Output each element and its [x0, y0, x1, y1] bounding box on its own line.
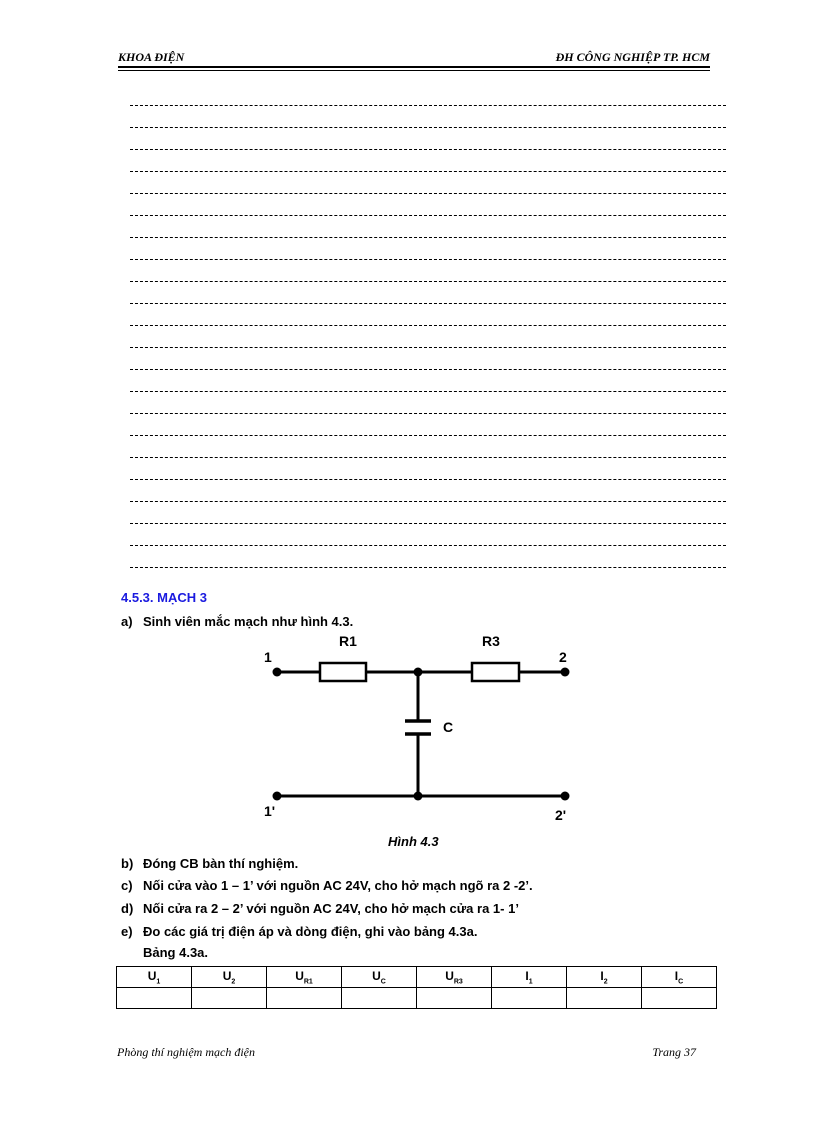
terminal-1 [273, 668, 282, 677]
value-cell [642, 988, 717, 1009]
answer-line [130, 84, 726, 106]
step-e [121, 924, 477, 939]
value-cell [192, 988, 267, 1009]
step-text: Nối cửa vào 1 – 1’ với nguồn AC 24V, cho hở mạch ngõ ra 2 -2’. [143, 878, 533, 893]
header-university: ĐH CÔNG NGHIỆP TP. HCM [555, 50, 710, 64]
header-rule-thin [118, 70, 710, 71]
answer-line [130, 546, 726, 568]
answer-line [130, 150, 726, 172]
answer-line [130, 260, 726, 282]
answer-line [130, 414, 726, 436]
step-c [121, 878, 533, 893]
node-label-1p: 1' [264, 803, 276, 819]
value-cell [567, 988, 642, 1009]
header-cell-ur3: $U_{R3}$ [417, 967, 492, 988]
measurement-table [116, 966, 717, 1009]
header-cell-u1: $U_1$ [117, 967, 192, 988]
value-cell [492, 988, 567, 1009]
answer-line [130, 436, 726, 458]
answer-line [130, 502, 726, 524]
answer-line [130, 370, 726, 392]
terminal-1p [273, 792, 282, 801]
header-cell-ur1: $U_{R1}$ [267, 967, 342, 988]
value-cell [417, 988, 492, 1009]
circuit-diagram [250, 630, 590, 825]
table-header-row [117, 967, 717, 988]
answer-line [130, 194, 726, 216]
resistor-r3 [472, 663, 519, 681]
page-header [118, 50, 710, 72]
step-b [121, 856, 298, 871]
answer-line [130, 392, 726, 414]
table-value-row [117, 988, 717, 1009]
header-cell-uc: $U_C$ [342, 967, 417, 988]
label-r1: R1 [339, 633, 357, 649]
label-r3: R3 [482, 633, 500, 649]
header-department: KHOA ĐIỆN [118, 50, 185, 64]
answer-line [130, 458, 726, 480]
header-cell-i1: $I_1$ [492, 967, 567, 988]
answer-line [130, 172, 726, 194]
step-a [121, 614, 353, 629]
step-label: e) [121, 924, 133, 939]
step-label: b) [121, 856, 134, 871]
step-label: a) [121, 614, 133, 629]
header-cell-u2: $U_2$ [192, 967, 267, 988]
answer-line [130, 106, 726, 128]
value-cell [342, 988, 417, 1009]
answer-lines [130, 84, 726, 568]
step-text: Sinh viên mắc mạch như hình 4.3. [143, 614, 354, 629]
header-cell-i2: $I_2$ [567, 967, 642, 988]
answer-line [130, 128, 726, 150]
node-label-2: 2 [559, 649, 567, 665]
junction-bottom [414, 792, 423, 801]
answer-line [130, 282, 726, 304]
step-text: Đo các giá trị điện áp và dòng điện, ghi vào bảng 4.3a. [143, 924, 478, 939]
step-label: c) [121, 878, 133, 893]
table-label: Bảng 4.3a. [143, 945, 209, 960]
value-cell [267, 988, 342, 1009]
header-cell-ic: $I_C$ [642, 967, 717, 988]
terminal-2p [561, 792, 570, 801]
section-title: 4.5.3. MẠCH 3 [121, 590, 207, 605]
resistor-r1 [320, 663, 366, 681]
answer-line [130, 326, 726, 348]
answer-line [130, 524, 726, 546]
answer-line [130, 216, 726, 238]
header-rule-thick [118, 66, 710, 68]
step-d [121, 901, 519, 916]
figure-caption: Hình 4.3 [388, 834, 439, 849]
value-cell [117, 988, 192, 1009]
junction-top [414, 668, 423, 677]
answer-line [130, 304, 726, 326]
answer-line [130, 238, 726, 260]
terminal-2 [561, 668, 570, 677]
label-c: C [443, 719, 454, 735]
footer-lab-name: Phòng thí nghiệm mạch điện [117, 1045, 255, 1059]
node-label-2p: 2' [555, 807, 567, 823]
step-text: Đóng CB bàn thí nghiệm. [143, 856, 299, 871]
answer-line [130, 480, 726, 502]
step-text: Nối cửa ra 2 – 2’ với nguồn AC 24V, cho hở mạch cửa ra 1- 1’ [143, 901, 519, 916]
answer-line [130, 348, 726, 370]
step-label: d) [121, 901, 134, 916]
node-label-1: 1 [264, 649, 272, 665]
footer-page-number: Trang 37 [652, 1045, 696, 1059]
